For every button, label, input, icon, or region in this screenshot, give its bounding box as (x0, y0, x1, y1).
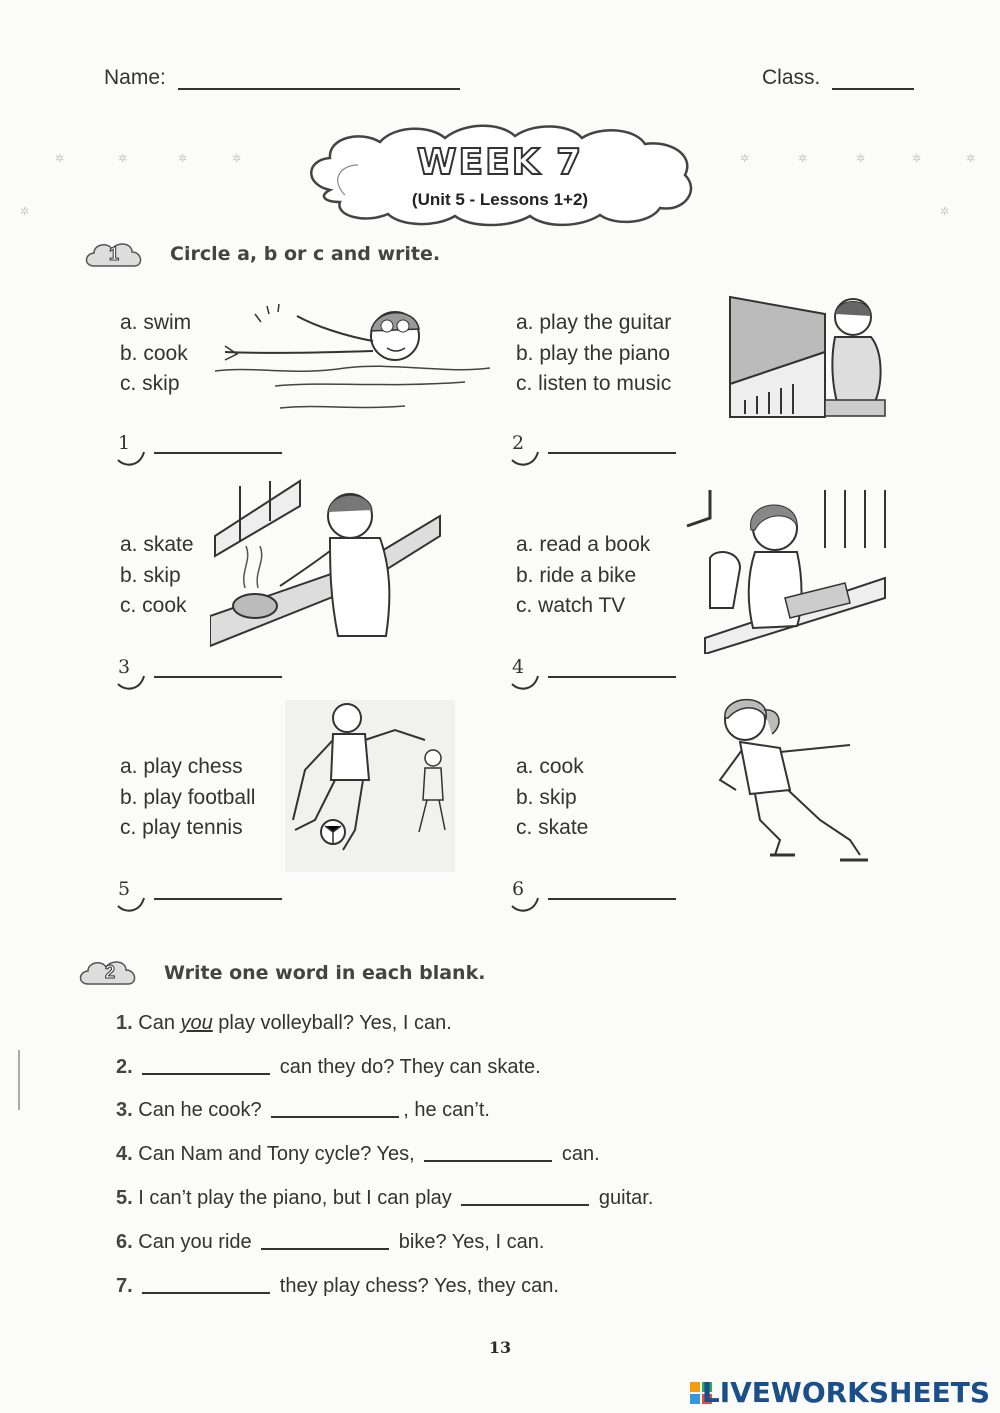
question-2-blank[interactable] (142, 1073, 270, 1075)
item-4-options (516, 530, 650, 622)
question-6 (116, 1231, 544, 1254)
option[interactable]: c. play tennis (120, 816, 243, 839)
option[interactable]: b. skip (120, 563, 181, 587)
decor-star: ✲ (940, 206, 950, 218)
question-text: Can (138, 1012, 181, 1034)
answer-1-field[interactable] (154, 452, 282, 454)
question-text: bike? Yes, I can. (393, 1231, 545, 1253)
question-text: guitar. (593, 1187, 654, 1209)
class-row (762, 66, 914, 90)
question-text: can they do? They can skate. (274, 1056, 541, 1078)
option[interactable]: a. cook (516, 755, 584, 778)
question-number: 3. (116, 1099, 133, 1121)
decor-star: ✲ (740, 153, 750, 165)
decor-star: ✲ (856, 153, 866, 165)
week-title-cloud (300, 120, 700, 230)
section-2-number: 2 (104, 962, 115, 982)
question-7-blank[interactable] (142, 1292, 270, 1294)
question-3 (116, 1099, 490, 1122)
question-5-blank[interactable] (461, 1204, 589, 1206)
option[interactable]: c. watch TV (516, 594, 626, 617)
question-2 (116, 1056, 541, 1079)
decor-star: ✲ (912, 153, 922, 165)
question-number: 7. (116, 1275, 133, 1297)
week-subtitle: (Unit 5 - Lessons 1+2) (411, 190, 589, 209)
question-number: 6. (116, 1231, 133, 1253)
girl-skating-picture (700, 690, 870, 870)
decor-star: ✲ (55, 153, 65, 165)
answer-5 (118, 878, 298, 908)
option[interactable]: a. read a book (516, 533, 651, 556)
question-text: Can he cook? (138, 1099, 268, 1121)
option[interactable]: c. listen to music (516, 372, 672, 395)
answer-1 (118, 432, 298, 462)
answer-number: 4 (512, 656, 525, 678)
option[interactable]: b. play football (120, 785, 256, 809)
question-text: can. (556, 1143, 600, 1165)
question-text: they play chess? Yes, they can. (274, 1275, 559, 1297)
answer-number: 1 (118, 432, 131, 454)
name-label: Name: (104, 66, 166, 89)
answer-4-field[interactable] (548, 676, 676, 678)
question-number: 4. (116, 1143, 133, 1165)
question-text: play volleyball? Yes, I can. (212, 1012, 452, 1034)
option[interactable]: c. skate (516, 816, 589, 839)
question-6-blank[interactable] (261, 1248, 389, 1250)
question-text: I can’t play the piano, but I can play (138, 1187, 458, 1209)
question-1 (116, 1012, 452, 1035)
question-number: 2. (116, 1056, 133, 1078)
page-number: 13 (488, 1338, 512, 1357)
question-7 (116, 1275, 559, 1298)
question-text: Can Nam and Tony cycle? Yes, (138, 1143, 421, 1165)
answer-number: 5 (118, 878, 131, 900)
answer-number: 3 (118, 656, 131, 678)
class-field[interactable] (832, 88, 914, 90)
class-label: Class. (762, 66, 821, 89)
name-field[interactable] (178, 88, 460, 90)
decor-star: ✲ (20, 206, 30, 218)
option[interactable]: a. swim (120, 311, 192, 334)
option[interactable]: c. cook (120, 594, 187, 617)
decor-star: ✲ (966, 153, 976, 165)
item-1-options (120, 308, 191, 400)
question-number: 1. (116, 1012, 133, 1034)
boys-playing-football-picture (285, 700, 455, 872)
question-4-blank[interactable] (424, 1160, 552, 1162)
question-number: 5. (116, 1187, 133, 1209)
answer-number: 2 (512, 432, 525, 454)
question-3-blank[interactable] (271, 1116, 399, 1118)
option[interactable]: b. play the piano (516, 341, 671, 365)
answer-2-field[interactable] (548, 452, 676, 454)
liveworksheets-brand[interactable]: LIVEWORKSHEETS (701, 1376, 990, 1409)
section-1-instruction: Circle a, b or c and write. (170, 243, 441, 265)
answer-6 (512, 878, 692, 908)
boy-playing-piano-picture (725, 292, 890, 422)
section-1-number: 1 (108, 244, 119, 264)
item-3-options (120, 530, 194, 622)
decor-star: ✲ (178, 153, 188, 165)
answer-5-field[interactable] (154, 898, 282, 900)
answer-4 (512, 656, 692, 686)
answer-3-field[interactable] (154, 676, 282, 678)
question-4 (116, 1143, 600, 1166)
decor-star: ✲ (798, 153, 808, 165)
question-text: Can you ride (138, 1231, 258, 1253)
answer-2 (512, 432, 692, 462)
name-row (104, 66, 460, 90)
option[interactable]: c. skip (120, 372, 180, 395)
section-2-instruction: Write one word in each blank. (164, 962, 486, 984)
item-5-options (120, 752, 255, 844)
question-5 (116, 1187, 653, 1210)
boy-cooking-picture (210, 476, 445, 652)
example-answer: you (180, 1012, 213, 1034)
option[interactable]: a. play chess (120, 755, 243, 778)
answer-6-field[interactable] (548, 898, 676, 900)
answer-number: 6 (512, 878, 525, 900)
option[interactable]: a. skate (120, 533, 194, 556)
week-heading: WEEK 7 (416, 142, 584, 183)
question-text: , he can’t. (403, 1099, 490, 1121)
girl-reading-picture (685, 488, 890, 654)
option[interactable]: b. ride a bike (516, 563, 637, 587)
item-6-options (516, 752, 588, 844)
option[interactable]: b. cook (120, 341, 188, 365)
option[interactable]: a. play the guitar (516, 311, 672, 334)
scan-mark (18, 1050, 20, 1110)
item-2-options (516, 308, 671, 400)
decor-star: ✲ (232, 153, 242, 165)
decor-star: ✲ (118, 153, 128, 165)
answer-3 (118, 656, 298, 686)
swimming-boy-picture (215, 296, 490, 416)
option[interactable]: b. skip (516, 785, 577, 809)
